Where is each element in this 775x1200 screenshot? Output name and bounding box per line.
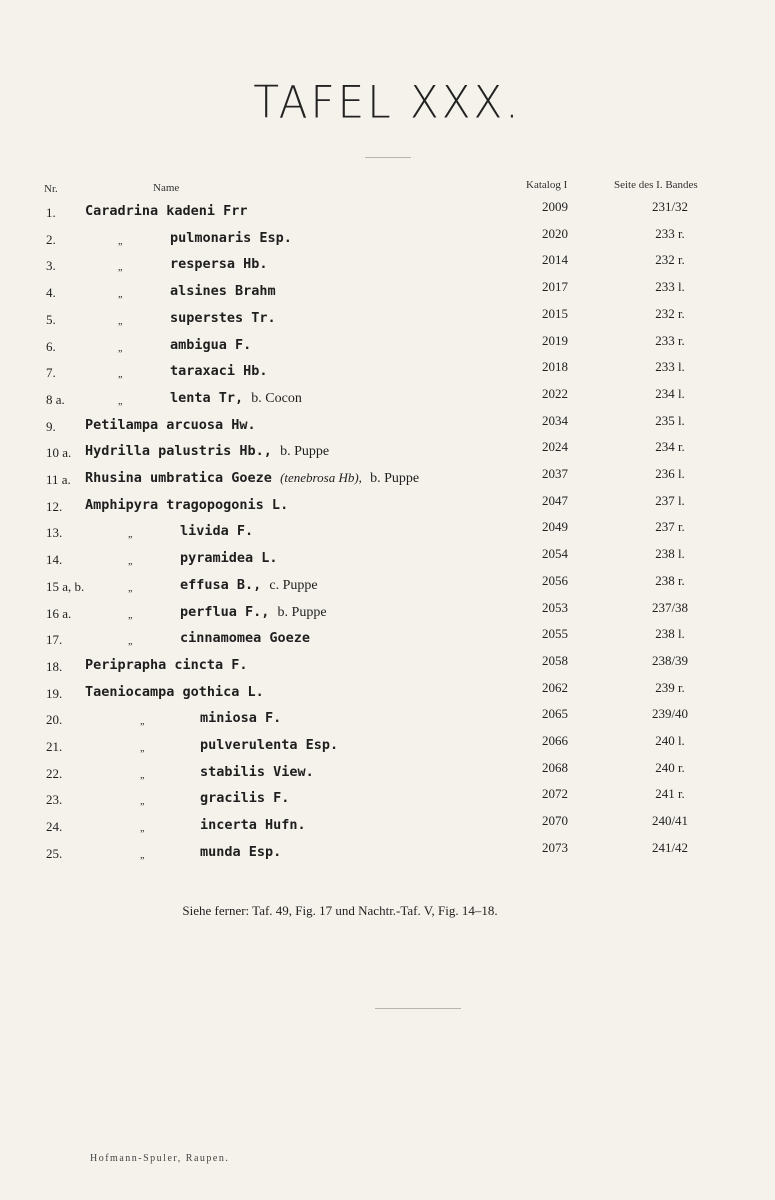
species-name-text: Petilampa arcuosa Hw.: [85, 416, 256, 433]
stage-note: b. Puppe: [280, 444, 330, 460]
katalog-number: 2014: [542, 252, 568, 268]
ditto-mark: „: [118, 342, 123, 354]
species-name: [200, 817, 306, 833]
page-reference: 234 r.: [655, 439, 685, 455]
species-name: [85, 417, 256, 433]
stage-note: b. Cocon: [251, 390, 302, 406]
species-name: [180, 577, 318, 594]
ditto-mark: „: [118, 315, 123, 327]
species-name: [170, 230, 292, 246]
page-reference: 238 r.: [655, 572, 685, 588]
table-row: [0, 839, 775, 866]
page-reference: 240 l.: [655, 733, 685, 748]
katalog-number: 2055: [542, 626, 568, 642]
table-row: [0, 652, 775, 679]
page-reference: 241 r.: [655, 786, 685, 802]
page-reference: 236 l.: [655, 466, 685, 481]
page-reference: 233 r.: [655, 332, 685, 348]
page-reference: 234 l.: [655, 385, 685, 401]
species-name-text: pyramidea L.: [180, 550, 278, 567]
divider-top: [365, 157, 411, 158]
species-name: [180, 550, 278, 566]
table-row: [0, 412, 775, 439]
table-row: [0, 199, 775, 225]
species-name: [85, 203, 248, 219]
row-number: 11 a.: [46, 472, 71, 487]
katalog-number: 2015: [542, 305, 568, 321]
species-name-text: gracilis F.: [200, 790, 290, 807]
table-row: [0, 332, 775, 359]
table-row: [0, 385, 775, 412]
stage-note: c. Puppe: [269, 577, 318, 593]
species-name: [85, 497, 288, 513]
page-reference: 233 l.: [655, 359, 685, 375]
species-name: [85, 657, 248, 673]
species-name-text: Periprapha cincta F.: [85, 656, 248, 673]
katalog-number: 2047: [542, 492, 568, 508]
ditto-mark: „: [118, 289, 123, 301]
katalog-number: 2056: [542, 572, 568, 588]
species-name-text: livida F.: [180, 523, 254, 540]
ditto-mark: „: [128, 582, 133, 594]
row-number: 15 a, b.: [46, 578, 85, 594]
species-name: [170, 363, 268, 379]
page-reference: 238/39: [651, 652, 689, 668]
row-number: 8 a.: [46, 391, 65, 407]
ditto-mark: „: [140, 849, 145, 861]
page-reference: 233 r.: [655, 225, 685, 241]
table-row: [0, 279, 775, 305]
row-number: 6.: [46, 338, 56, 354]
species-name-text: Hydrilla palustris Hb.,: [85, 443, 272, 460]
imprint: Hofmann-Spuler, Raupen.: [90, 1153, 230, 1164]
species-name: [200, 737, 338, 753]
row-number: 10 a.: [46, 445, 72, 461]
row-number: 7.: [46, 365, 56, 381]
row-number: 25.: [46, 845, 63, 861]
species-name: [85, 470, 419, 487]
katalog-number: 2018: [542, 359, 568, 375]
table-row: [0, 546, 775, 572]
header-name: Name: [153, 182, 180, 194]
ditto-mark: „: [118, 235, 123, 247]
row-number: 24.: [46, 819, 63, 835]
species-name-text: cinnamomea Goeze: [180, 630, 311, 647]
ditto-mark: „: [118, 369, 123, 381]
table-row: [0, 439, 775, 465]
table-row: [0, 813, 775, 839]
species-name: [180, 630, 310, 646]
row-number: 12.: [46, 498, 63, 514]
table-row: [0, 786, 775, 812]
ditto-mark: „: [140, 716, 145, 728]
species-name: [200, 844, 281, 860]
species-name: [170, 283, 276, 299]
footnote: Siehe ferner: Taf. 49, Fig. 17 und Nachtr.-Taf. V, Fig. 14–18.: [182, 903, 498, 918]
species-name-text: Amphipyra tragopogonis L.: [85, 496, 289, 513]
page-reference: 239 r.: [655, 679, 685, 695]
page-reference: 239/40: [651, 706, 689, 722]
row-number: 17.: [46, 632, 63, 648]
page-reference: 237 l.: [655, 492, 685, 508]
ditto-mark: „: [118, 262, 123, 274]
katalog-number: 2037: [542, 466, 568, 481]
species-name-text: Rhusina umbratica Goeze: [85, 470, 272, 486]
row-number: 23.: [46, 792, 63, 808]
row-number: 21.: [46, 739, 63, 754]
row-number: 16 a.: [46, 605, 72, 621]
ditto-mark: „: [140, 796, 145, 808]
ditto-mark: „: [140, 769, 145, 781]
stage-note: b. Puppe: [277, 604, 327, 620]
species-name-text: perflua F.,: [180, 603, 270, 620]
ditto-mark: „: [128, 556, 133, 568]
species-name-text: effusa B.,: [180, 576, 262, 593]
table-row: [0, 359, 775, 385]
species-name: [200, 764, 314, 780]
species-name-text: incerta Hufn.: [200, 817, 306, 834]
row-number: 22.: [46, 765, 63, 781]
katalog-number: 2034: [542, 412, 568, 428]
page-reference: 235 l.: [655, 412, 685, 428]
page-reference: 238 l.: [655, 546, 685, 562]
katalog-number: 2009: [542, 199, 568, 214]
table-row: [0, 466, 775, 492]
species-name: [170, 310, 276, 326]
species-name-text: superstes Tr.: [170, 309, 276, 326]
row-number: 20.: [46, 712, 63, 728]
row-number: 2.: [46, 231, 56, 247]
table-row: [0, 252, 775, 278]
row-number: 1.: [46, 205, 56, 220]
ditto-mark: „: [118, 395, 123, 407]
species-name-text: taraxaci Hb.: [170, 363, 268, 380]
table-row: [0, 305, 775, 332]
species-name-text: miniosa F.: [200, 710, 282, 727]
katalog-number: 2020: [542, 225, 568, 241]
stage-note: b. Puppe: [370, 471, 420, 486]
species-name-text: Caradrina kadeni Frr: [85, 203, 248, 219]
species-name: [180, 604, 327, 621]
ditto-mark: „: [128, 636, 133, 648]
species-name: [170, 337, 251, 353]
species-name: [200, 710, 281, 726]
row-number: 3.: [46, 258, 56, 274]
page-reference: 240/41: [651, 813, 689, 829]
katalog-number: 2019: [542, 332, 568, 348]
species-name: [170, 256, 268, 272]
row-number: 5.: [46, 311, 56, 327]
page-reference: 241/42: [651, 839, 689, 855]
table-row: [0, 599, 775, 626]
table-row: [0, 759, 775, 786]
species-name-text: munda Esp.: [200, 843, 282, 860]
ditto-mark: „: [140, 743, 145, 754]
species-name: [200, 790, 289, 806]
table-row: [0, 679, 775, 706]
species-name-text: pulverulenta Esp.: [200, 737, 339, 753]
species-name-text: alsines Brahm: [170, 283, 276, 300]
ditto-mark: „: [140, 823, 145, 835]
katalog-number: 2065: [542, 706, 568, 722]
katalog-number: 2058: [542, 652, 568, 668]
katalog-number: 2066: [542, 733, 568, 748]
page-reference: 232 r.: [655, 252, 685, 268]
synonym: (tenebrosa Hb),: [280, 470, 362, 485]
page-title: TAFEL XXX.: [253, 76, 522, 129]
header-nr: Nr.: [44, 183, 58, 195]
katalog-number: 2053: [542, 599, 568, 615]
table-row: [0, 572, 775, 599]
table-row: [0, 626, 775, 652]
page-reference: 232 r.: [655, 305, 685, 321]
species-name-text: Taeniocampa gothica L.: [85, 683, 264, 700]
species-name-text: ambigua F.: [170, 336, 252, 353]
katalog-number: 2054: [542, 546, 568, 562]
page-reference: 238 l.: [655, 626, 685, 642]
species-name-text: lenta Tr,: [170, 389, 244, 406]
katalog-number: 2072: [542, 786, 568, 802]
species-name: [85, 443, 329, 460]
page-reference: 231/32: [651, 199, 689, 214]
katalog-number: 2022: [542, 385, 568, 401]
table-row: [0, 706, 775, 732]
row-number: 9.: [46, 418, 56, 434]
header-katalog: Katalog I: [526, 179, 568, 191]
ditto-mark: „: [128, 529, 133, 541]
species-name-text: pulmonaris Esp.: [170, 229, 292, 246]
page-reference: 237 r.: [655, 519, 685, 535]
species-name-text: stabilis View.: [200, 763, 314, 780]
row-number: 4.: [46, 285, 56, 301]
katalog-number: 2068: [542, 759, 568, 775]
katalog-number: 2049: [542, 519, 568, 535]
species-name: [180, 523, 253, 539]
row-number: 13.: [46, 525, 63, 541]
page-reference: 240 r.: [655, 759, 685, 775]
page-reference: 233 l.: [655, 279, 685, 295]
katalog-number: 2073: [542, 839, 568, 855]
species-name: [170, 390, 302, 407]
page-reference: 237/38: [651, 599, 689, 615]
katalog-number: 2070: [542, 813, 568, 829]
species-name-text: respersa Hb.: [170, 256, 268, 273]
row-number: 14.: [46, 552, 63, 568]
row-number: 18.: [46, 658, 63, 674]
header-seite: Seite des I. Bandes: [614, 179, 698, 191]
table-row: [0, 492, 775, 519]
ditto-mark: „: [128, 609, 133, 621]
row-number: 19.: [46, 685, 63, 701]
table-row: [0, 519, 775, 545]
table-row: [0, 225, 775, 252]
katalog-number: 2062: [542, 679, 568, 695]
katalog-number: 2024: [542, 439, 568, 455]
table-row: [0, 733, 775, 759]
divider-bottom: [375, 1008, 461, 1009]
katalog-number: 2017: [542, 279, 568, 295]
species-name: [85, 684, 264, 700]
